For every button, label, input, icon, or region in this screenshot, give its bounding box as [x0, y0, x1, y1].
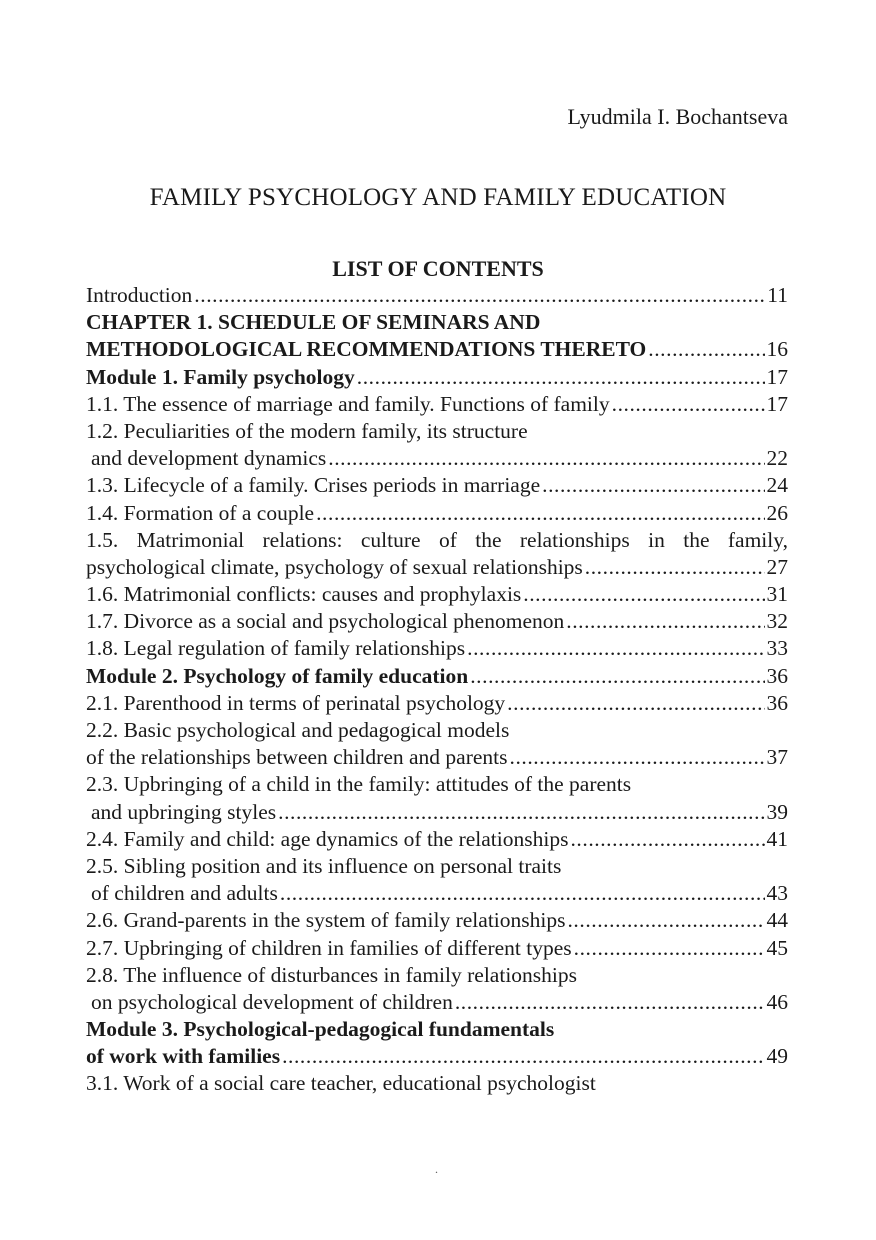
toc-entry-text: Module 1. Family psychology: [86, 364, 355, 389]
dot-leader: [455, 989, 765, 1016]
toc-entry-text: 2.8. The influence of disturbances in family relationships: [86, 962, 577, 987]
toc-entry-2-3: [86, 771, 788, 798]
toc-entry-text: 1.2. Peculiarities of the modern family, its structure: [86, 418, 528, 443]
toc-entry-text: 1.6. Matrimonial conflicts: causes and prophylaxis: [86, 582, 522, 607]
dot-leader: [280, 880, 765, 907]
dot-leader: [470, 663, 764, 690]
toc-heading: LIST OF CONTENTS: [332, 256, 544, 281]
toc-entry-text: of work with families: [86, 1044, 281, 1069]
toc-entry-text: CHAPTER 1. SCHEDULE OF SEMINARS AND: [86, 310, 541, 335]
toc-page-number: 36: [766, 690, 788, 715]
dot-leader: [523, 581, 764, 608]
toc-page-number: 24: [766, 473, 788, 498]
toc-entry-2-8: [86, 962, 788, 989]
toc-page-number: 43: [766, 881, 788, 906]
toc-entry-text: 1.3. Lifecycle of a family. Crises periods in marriage: [86, 473, 541, 498]
toc-page-number: 17: [766, 391, 788, 416]
toc-page-number: 31: [766, 582, 788, 607]
toc-entry-text: and development dynamics: [91, 446, 327, 471]
toc-entry-2-2: [86, 717, 788, 744]
footer-mark: .: [435, 1162, 438, 1176]
dot-leader: [194, 282, 765, 309]
toc-page-number: 39: [766, 799, 788, 824]
toc-page-number: 22: [766, 446, 788, 471]
toc-entry-text: on psychological development of children: [91, 989, 453, 1014]
toc-entry-2-8-cont: [86, 989, 788, 1016]
toc-entry-text: 2.1. Parenthood in terms of perinatal psychology: [86, 690, 506, 715]
dot-leader: [507, 690, 764, 717]
toc-entry-1-5: [86, 527, 788, 554]
toc-entry-module-1: [86, 364, 788, 391]
toc-page-number: 49: [766, 1044, 788, 1069]
toc-entry-text: Introduction: [86, 283, 193, 307]
toc-entry-module-2: [86, 663, 788, 690]
toc-entry-text: Module 2. Psychology of family education: [86, 663, 469, 688]
toc-entry-1-4: [86, 500, 788, 527]
toc-entry-text: 2.5. Sibling position and its influence on personal traits: [86, 853, 562, 878]
dot-leader: [328, 445, 764, 472]
toc-entry-text: 1.5. Matrimonial relations: culture of the relationships in the family,: [86, 527, 788, 552]
toc-entry-2-1: [86, 690, 788, 717]
dot-leader: [570, 826, 764, 853]
dot-leader: [510, 744, 765, 771]
toc-entry-text: 1.1. The essence of marriage and family. Functions of family: [86, 391, 610, 416]
dot-leader: [282, 1043, 764, 1070]
toc-entry-chapter-1-cont: [86, 336, 788, 363]
toc-entry-2-6: [86, 907, 788, 934]
toc-entry-text: of the relationships between children and parents: [86, 745, 508, 770]
toc-entry-text: 2.6. Grand-parents in the system of family relationships: [86, 908, 566, 933]
dot-leader: [574, 935, 765, 962]
toc-entry-1-2-cont: [86, 445, 788, 472]
toc-page-number: 36: [766, 663, 788, 688]
toc-page-number: 17: [766, 364, 788, 389]
toc-entry-introduction: [86, 282, 788, 309]
toc-entry-2-5-cont: [86, 880, 788, 907]
toc-entry-1-8: [86, 635, 788, 662]
toc-page-number: 46: [766, 989, 788, 1014]
toc-entry-text: METHODOLOGICAL RECOMMENDATIONS THERETO: [86, 337, 647, 362]
toc-entry-text: Module 3. Psychological-pedagogical fundamentals: [86, 1017, 555, 1042]
toc-entry-1-5-cont: [86, 554, 788, 581]
book-title: FAMILY PSYCHOLOGY AND FAMILY EDUCATION: [149, 184, 727, 211]
toc-entry-2-5: [86, 853, 788, 880]
toc-entry-text: 2.4. Family and child: age dynamics of the relationships: [86, 826, 569, 851]
toc-entry-1-1: [86, 391, 788, 418]
toc-page-number: 44: [766, 908, 788, 933]
dot-leader: [567, 907, 764, 934]
toc-page-number: 41: [766, 826, 788, 851]
dot-leader: [467, 635, 764, 662]
dot-leader: [316, 500, 764, 527]
dot-leader: [542, 472, 764, 499]
toc-entry-text: 2.2. Basic psychological and pedagogical models: [86, 718, 510, 742]
toc-entry-text: psychological climate, psychology of sexual relationships: [86, 554, 583, 579]
author-name: Lyudmila I. Bochantseva: [567, 104, 788, 129]
toc-entry-text: 2.7. Upbringing of children in families of different types: [86, 935, 572, 960]
toc-entry-2-3-cont: [86, 799, 788, 826]
toc-page-number: 26: [766, 500, 788, 525]
toc-page-number: 37: [766, 745, 788, 770]
dot-leader: [612, 391, 765, 418]
toc-entry-text: 1.7. Divorce as a social and psychological phenomenon: [86, 609, 565, 634]
toc-entry-3-1: [86, 1070, 788, 1097]
toc-page-number: 16: [766, 337, 788, 362]
toc-entry-2-2-cont: [86, 744, 788, 771]
toc-entry-module-3-cont: [86, 1043, 788, 1070]
toc-entry-text: and upbringing styles: [91, 799, 277, 824]
toc-entry-text: 2.3. Upbringing of a child in the family: attitudes of the parents: [86, 772, 632, 797]
toc-entry-text: 1.4. Formation of a couple: [86, 500, 315, 525]
toc-page-number: 33: [766, 636, 788, 661]
dot-leader: [357, 364, 765, 391]
toc-entry-chapter-1: [86, 309, 788, 336]
toc-entry-2-4: [86, 826, 788, 853]
toc-page-number: 11: [767, 283, 788, 307]
table-of-contents: [86, 282, 788, 1098]
dot-leader: [585, 554, 765, 581]
toc-entry-1-6: [86, 581, 788, 608]
dot-leader: [278, 799, 764, 826]
toc-entry-module-3: [86, 1016, 788, 1043]
toc-entry-1-3: [86, 472, 788, 499]
toc-page-number: 27: [766, 554, 788, 579]
toc-entry-text: 1.8. Legal regulation of family relationships: [86, 636, 466, 661]
toc-entry-text: of children and adults: [91, 881, 278, 906]
dot-leader: [566, 608, 764, 635]
toc-entry-1-7: [86, 608, 788, 635]
toc-entry-1-2: [86, 418, 788, 445]
toc-entry-text: 3.1. Work of a social care teacher, educational psychologist: [86, 1071, 596, 1096]
toc-page-number: 45: [766, 935, 788, 960]
toc-entry-2-7: [86, 935, 788, 962]
toc-page-number: 32: [766, 609, 788, 634]
dot-leader: [648, 336, 764, 363]
